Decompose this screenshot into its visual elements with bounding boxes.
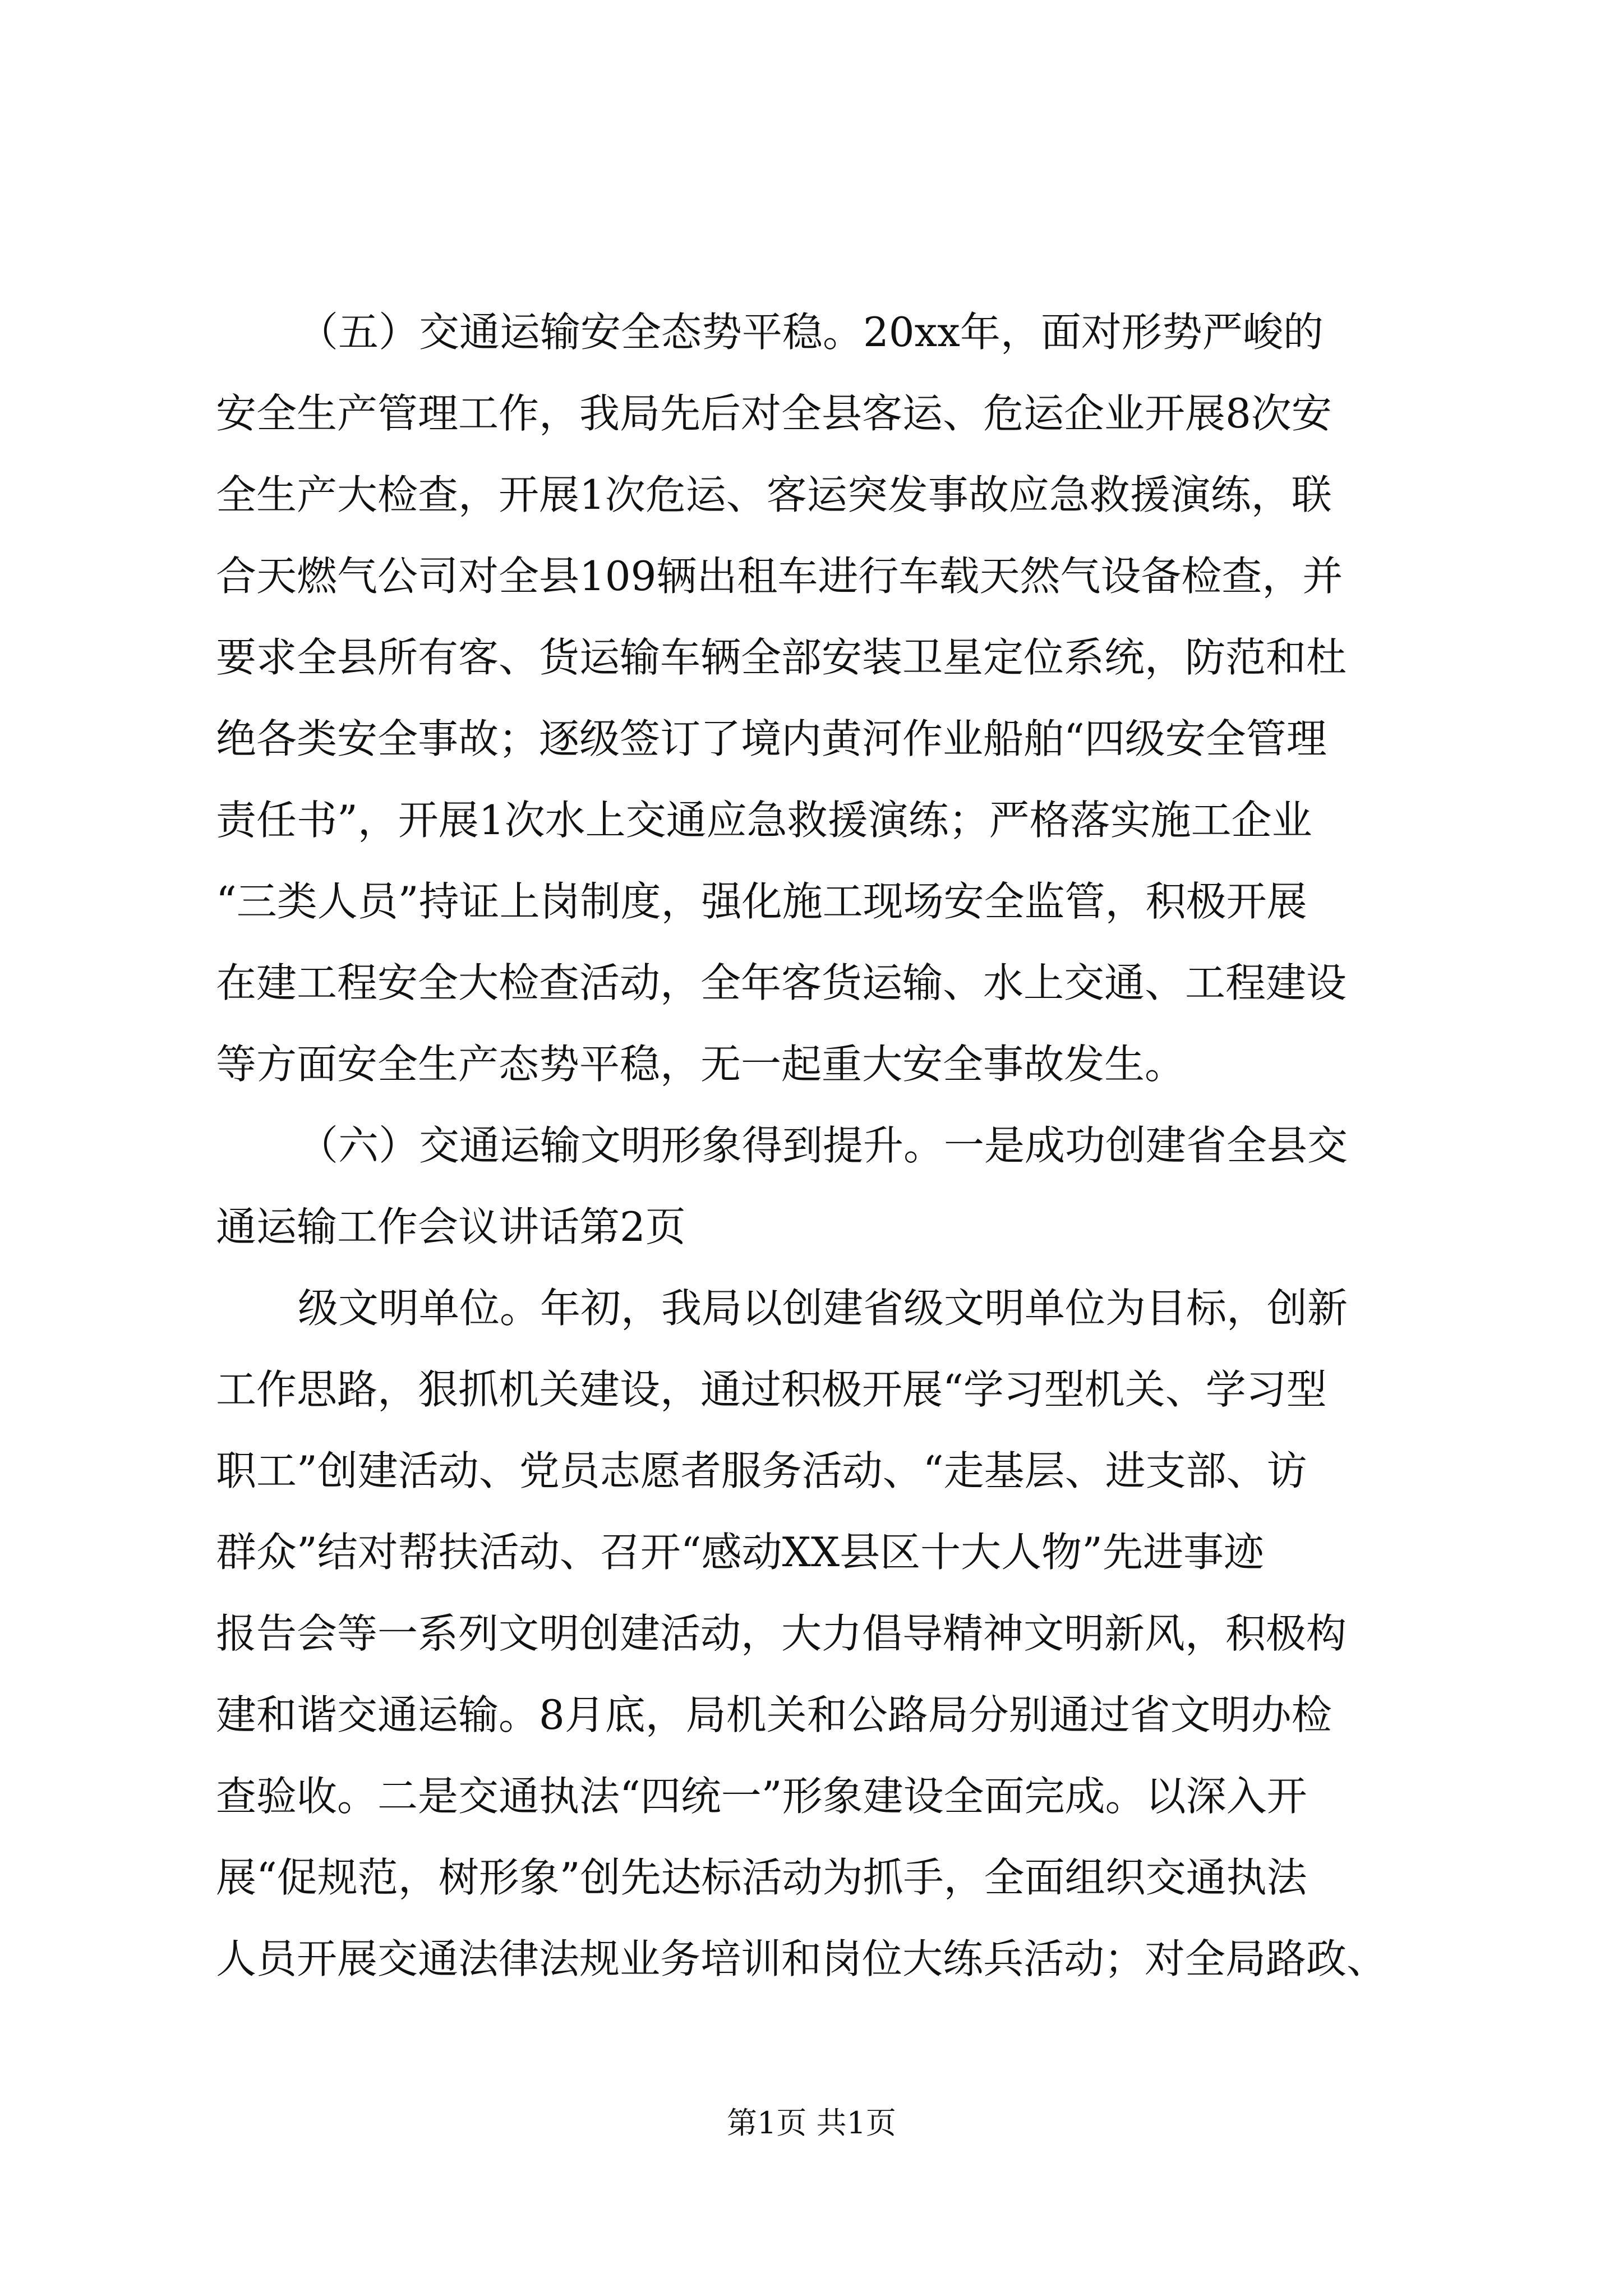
paragraph-5-line-6: 绝各类安全事故；逐级签订了境内黄河作业船舶“四级安全管理 — [216, 715, 1327, 762]
paragraph-5-line-7: 责任书”，开展1次水上交通应急救援演练；严格落实施工企业 — [216, 797, 1312, 844]
paragraph-5-line-5: 要求全县所有客、货运输车辆全部安装卫星定位系统，防范和杜 — [216, 634, 1347, 681]
paragraph-5-line-10: 等方面安全生产态势平稳，无一起重大安全事故发生。 — [216, 1041, 1186, 1088]
paragraph-5-line-3: 全生产大检查，开展1次危运、客运突发事故应急救援演练，联 — [216, 471, 1332, 518]
paragraph-7-line-7: 查验收。二是交通执法“四统一”形象建设全面完成。以深入开 — [216, 1773, 1307, 1820]
paragraph-5-line-1: （五）交通运输安全态势平稳。20xx年，面对形势严峻的 — [298, 309, 1324, 356]
paragraph-7-line-5: 报告会等一系列文明创建活动，大力倡导精神文明新风，积极构 — [216, 1610, 1347, 1657]
paragraph-7-line-6: 建和谐交通运输。8月底，局机关和公路局分别通过省文明办检 — [216, 1691, 1332, 1738]
paragraph-7-line-2: 工作思路，狠抓机关建设，通过积极开展“学习型机关、学习型 — [216, 1366, 1327, 1413]
paragraph-5-line-8: “三类人员”持证上岗制度，强化施工现场安全监管，积极开展 — [216, 878, 1307, 925]
page-footer — [0, 2101, 1623, 2146]
paragraph-6-line-1: （六）交通运输文明形象得到提升。一是成功创建省全县交 — [298, 1122, 1348, 1169]
paragraph-6-line-2: 通运输工作会议讲话第2页 — [216, 1203, 686, 1250]
paragraph-7-line-3: 职工”创建活动、党员志愿者服务活动、“走基层、进支部、访 — [216, 1447, 1307, 1494]
paragraph-5-line-4: 合天燃气公司对全县109辆出租车进行车载天然气设备检查，并 — [216, 553, 1343, 600]
document-body — [216, 292, 1416, 2000]
paragraph-7-line-9: 人员开展交通法律法规业务培训和岗位大练兵活动；对全局路政、 — [216, 1935, 1387, 1982]
paragraph-5-line-2: 安全生产管理工作，我局先后对全县客运、危运企业开展8次安 — [216, 390, 1332, 437]
page-number-label: 第1页 共1页 — [727, 2105, 896, 2141]
paragraph-7-line-1: 级文明单位。年初，我局以创建省级文明单位为目标，创新 — [298, 1285, 1348, 1332]
paragraph-5-line-9: 在建工程安全大检查活动，全年客货运输、水上交通、工程建设 — [216, 959, 1347, 1006]
paragraph-7-line-8: 展“促规范，树形象”创先达标活动为抓手，全面组织交通执法 — [216, 1854, 1307, 1901]
paragraph-7-line-4: 群众”结对帮扶活动、召开“感动XX县区十大人物”先进事迹 — [216, 1529, 1264, 1576]
